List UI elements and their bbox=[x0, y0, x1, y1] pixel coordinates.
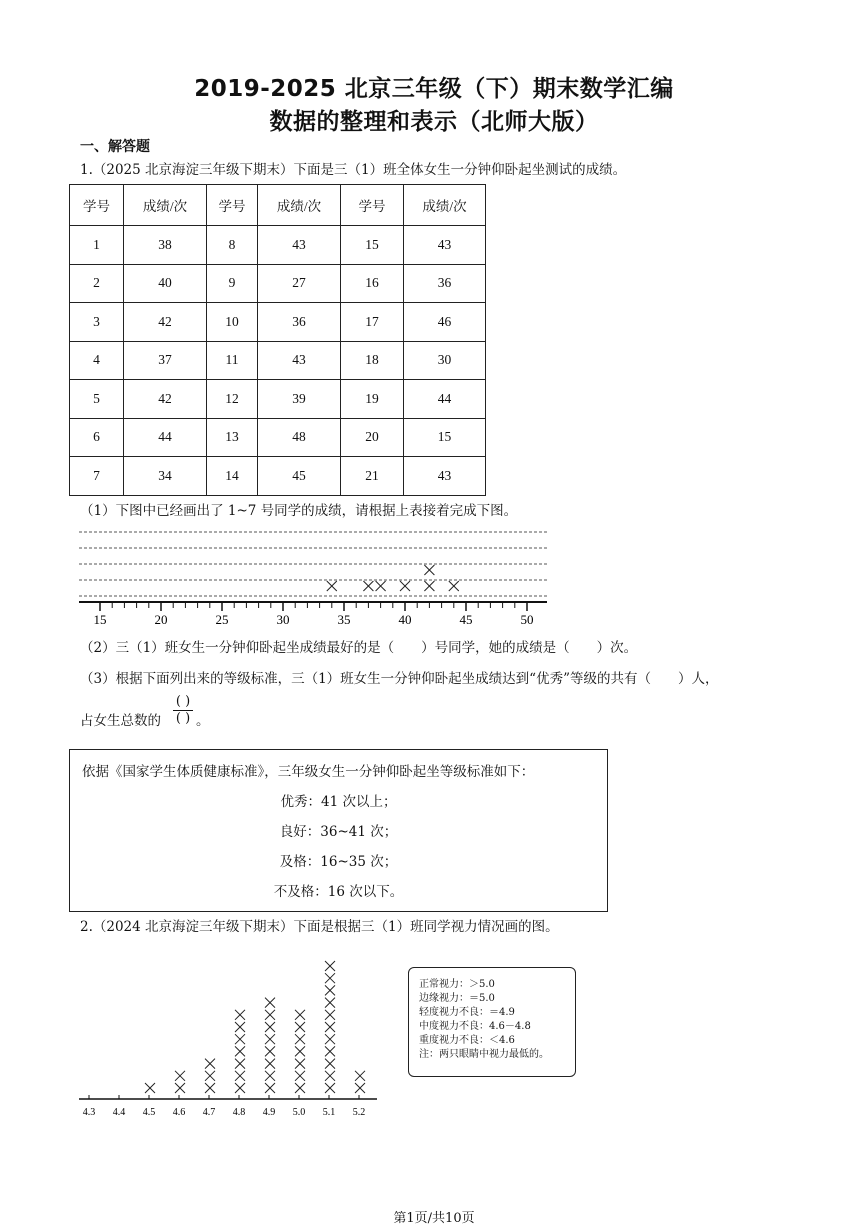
data-point-cross bbox=[265, 1071, 275, 1081]
x-tick-label: 50 bbox=[520, 612, 534, 626]
table-cell: 46 bbox=[404, 303, 486, 342]
data-point-cross bbox=[325, 1059, 335, 1069]
table-cell: 15 bbox=[341, 226, 404, 265]
q1-sub3-suffix: 。 bbox=[196, 713, 210, 729]
x-tick-label: 4.7 bbox=[202, 1107, 216, 1118]
table-header-cell: 成绩/次 bbox=[258, 185, 341, 226]
q1-sub2: （2）三（1）班女生一分钟仰卧起坐成绩最好的是（ ）号同学，她的成绩是（ ）次。 bbox=[80, 640, 638, 656]
table-cell: 10 bbox=[207, 303, 258, 342]
table-cell: 30 bbox=[404, 341, 486, 380]
standard-intro: 依据《国家学生体质健康标准》，三年级女生一分钟仰卧起坐等级标准如下： bbox=[82, 764, 535, 780]
data-point-cross bbox=[325, 1083, 335, 1093]
data-point-cross bbox=[235, 1034, 245, 1044]
legend-line: 中度视力不良：4.6－4.8 bbox=[419, 1021, 531, 1032]
data-point-cross bbox=[424, 565, 434, 575]
table-cell: 39 bbox=[258, 380, 341, 419]
table-header-cell: 成绩/次 bbox=[124, 185, 207, 226]
x-tick-label: 4.6 bbox=[172, 1107, 186, 1118]
x-tick-label: 25 bbox=[215, 612, 229, 626]
table-row bbox=[70, 226, 486, 265]
scores-table bbox=[69, 184, 486, 496]
q1-sub1: （1）下图中已经画出了 1~7 号同学的成绩，请根据上表接着完成下图。 bbox=[80, 503, 518, 519]
data-point-cross bbox=[400, 581, 410, 591]
data-point-cross bbox=[363, 581, 373, 591]
table-cell: 17 bbox=[341, 303, 404, 342]
table-row bbox=[70, 303, 486, 342]
data-point-cross bbox=[325, 1022, 335, 1032]
table-cell: 43 bbox=[404, 457, 486, 496]
data-point-cross bbox=[424, 581, 434, 591]
data-point-cross bbox=[235, 1022, 245, 1032]
legend-line: 正常视力：＞5.0 bbox=[419, 979, 495, 990]
data-point-cross bbox=[295, 1022, 305, 1032]
q1-sub3-prefix: 占女生总数的 bbox=[80, 713, 161, 729]
table-header-cell: 学号 bbox=[341, 185, 404, 226]
data-point-cross bbox=[235, 1046, 245, 1056]
x-tick-label: 5.2 bbox=[352, 1107, 366, 1118]
table-cell: 20 bbox=[341, 418, 404, 457]
standard-level-good: 良好：36~41 次； bbox=[279, 824, 398, 840]
section-heading: 一、解答题 bbox=[80, 139, 150, 155]
data-point-cross bbox=[235, 1083, 245, 1093]
data-point-cross bbox=[355, 1083, 365, 1093]
table-cell: 6 bbox=[70, 418, 124, 457]
legend-line: 轻度视力不良：＝4.9 bbox=[419, 1007, 515, 1018]
legend-line: 边缘视力：＝5.0 bbox=[419, 993, 495, 1004]
table-header-cell: 学号 bbox=[207, 185, 258, 226]
x-tick-label: 4.8 bbox=[232, 1107, 246, 1118]
table-cell: 44 bbox=[124, 418, 207, 457]
q1-stem: 1.（2025 北京海淀三年级下期末）下面是三（1）班全体女生一分钟仰卧起坐测试的成绩。 bbox=[80, 162, 627, 178]
table-cell: 44 bbox=[404, 380, 486, 419]
vision-dot-plot bbox=[75, 936, 385, 1121]
table-cell: 43 bbox=[258, 341, 341, 380]
page-footer: 第1页/共10页 bbox=[393, 1211, 475, 1226]
fraction-denominator: ( ) bbox=[175, 711, 191, 726]
legend-line: 重度视力不良：＜4.6 bbox=[419, 1035, 515, 1046]
table-cell: 43 bbox=[258, 226, 341, 265]
data-point-cross bbox=[265, 1083, 275, 1093]
data-point-cross bbox=[265, 998, 275, 1008]
x-tick-label: 5.0 bbox=[292, 1107, 306, 1118]
x-tick-label: 5.1 bbox=[322, 1107, 336, 1118]
data-point-cross bbox=[205, 1059, 215, 1069]
table-cell: 2 bbox=[70, 264, 124, 303]
data-point-cross bbox=[295, 1059, 305, 1069]
table-cell: 36 bbox=[404, 264, 486, 303]
table-cell: 11 bbox=[207, 341, 258, 380]
table-cell: 42 bbox=[124, 380, 207, 419]
table-cell: 3 bbox=[70, 303, 124, 342]
table-cell: 9 bbox=[207, 264, 258, 303]
doc-title-line1: 2019-2025 北京三年级（下）期末数学汇编 bbox=[194, 76, 674, 102]
table-cell: 42 bbox=[124, 303, 207, 342]
data-point-cross bbox=[235, 1010, 245, 1020]
table-cell: 4 bbox=[70, 341, 124, 380]
table-cell: 8 bbox=[207, 226, 258, 265]
standard-box bbox=[69, 749, 608, 912]
x-tick-label: 40 bbox=[398, 612, 412, 626]
data-point-cross bbox=[295, 1071, 305, 1081]
table-cell: 12 bbox=[207, 380, 258, 419]
table-row bbox=[70, 264, 486, 303]
table-cell: 45 bbox=[258, 457, 341, 496]
table-cell: 21 bbox=[341, 457, 404, 496]
table-row bbox=[70, 457, 486, 496]
data-point-cross bbox=[295, 1034, 305, 1044]
table-cell: 18 bbox=[341, 341, 404, 380]
table-cell: 14 bbox=[207, 457, 258, 496]
fraction-numerator: ( ) bbox=[175, 694, 191, 709]
data-point-cross bbox=[175, 1071, 185, 1081]
data-point-cross bbox=[145, 1083, 155, 1093]
table-row bbox=[70, 418, 486, 457]
table-cell: 1 bbox=[70, 226, 124, 265]
table-cell: 43 bbox=[404, 226, 486, 265]
data-point-cross bbox=[325, 1034, 335, 1044]
q1-sub3: （3）根据下面列出来的等级标准，三（1）班女生一分钟仰卧起坐成绩达到“优秀”等级的共有（ ）人， bbox=[80, 671, 719, 687]
table-cell: 38 bbox=[124, 226, 207, 265]
data-point-cross bbox=[205, 1071, 215, 1081]
data-point-cross bbox=[325, 1010, 335, 1020]
data-point-cross bbox=[175, 1083, 185, 1093]
q2-stem: 2.（2024 北京海淀三年级下期末）下面是根据三（1）班同学视力情况画的图。 bbox=[80, 919, 559, 935]
table-cell: 5 bbox=[70, 380, 124, 419]
x-tick-label: 45 bbox=[459, 612, 473, 626]
x-tick-label: 15 bbox=[93, 612, 107, 626]
table-row bbox=[70, 380, 486, 419]
data-point-cross bbox=[376, 581, 386, 591]
table-cell: 34 bbox=[124, 457, 207, 496]
doc-title-line2: 数据的整理和表示（北师大版） bbox=[269, 109, 599, 135]
data-point-cross bbox=[265, 1022, 275, 1032]
standard-level-pass: 及格：16~35 次； bbox=[279, 854, 398, 870]
data-point-cross bbox=[235, 1059, 245, 1069]
x-tick-label: 30 bbox=[276, 612, 290, 626]
table-cell: 7 bbox=[70, 457, 124, 496]
data-point-cross bbox=[325, 1071, 335, 1081]
data-point-cross bbox=[355, 1071, 365, 1081]
data-point-cross bbox=[235, 1071, 245, 1081]
table-cell: 16 bbox=[341, 264, 404, 303]
x-tick-label: 4.5 bbox=[142, 1107, 156, 1118]
data-point-cross bbox=[325, 985, 335, 995]
table-header-cell: 学号 bbox=[70, 185, 124, 226]
data-point-cross bbox=[205, 1083, 215, 1093]
table-header-cell: 成绩/次 bbox=[404, 185, 486, 226]
table-cell: 40 bbox=[124, 264, 207, 303]
table-cell: 15 bbox=[404, 418, 486, 457]
x-tick-label: 4.4 bbox=[112, 1107, 126, 1118]
data-point-cross bbox=[449, 581, 459, 591]
data-point-cross bbox=[295, 1046, 305, 1056]
data-point-cross bbox=[265, 1059, 275, 1069]
data-point-cross bbox=[325, 961, 335, 971]
data-point-cross bbox=[327, 581, 337, 591]
table-cell: 13 bbox=[207, 418, 258, 457]
x-tick-label: 20 bbox=[154, 612, 168, 626]
standard-level-fail: 不及格：16 次以下。 bbox=[273, 884, 404, 900]
legend-line: 注：两只眼睛中视力最低的。 bbox=[419, 1049, 549, 1060]
table-cell: 27 bbox=[258, 264, 341, 303]
situp-dot-plot bbox=[75, 516, 555, 626]
table-cell: 36 bbox=[258, 303, 341, 342]
standard-level-excellent: 优秀：41 次以上； bbox=[280, 794, 397, 810]
answer-fraction bbox=[173, 695, 193, 726]
x-tick-label: 4.9 bbox=[262, 1107, 276, 1118]
table-header-row bbox=[70, 185, 486, 226]
vision-legend-box bbox=[408, 967, 576, 1077]
data-point-cross bbox=[265, 1034, 275, 1044]
data-point-cross bbox=[325, 1046, 335, 1056]
data-point-cross bbox=[295, 1083, 305, 1093]
data-point-cross bbox=[325, 973, 335, 983]
data-point-cross bbox=[265, 1010, 275, 1020]
data-point-cross bbox=[325, 998, 335, 1008]
table-cell: 19 bbox=[341, 380, 404, 419]
data-point-cross bbox=[295, 1010, 305, 1020]
table-row bbox=[70, 341, 486, 380]
table-cell: 48 bbox=[258, 418, 341, 457]
data-point-cross bbox=[265, 1046, 275, 1056]
x-tick-label: 35 bbox=[337, 612, 351, 626]
table-cell: 37 bbox=[124, 341, 207, 380]
x-tick-label: 4.3 bbox=[82, 1107, 96, 1118]
